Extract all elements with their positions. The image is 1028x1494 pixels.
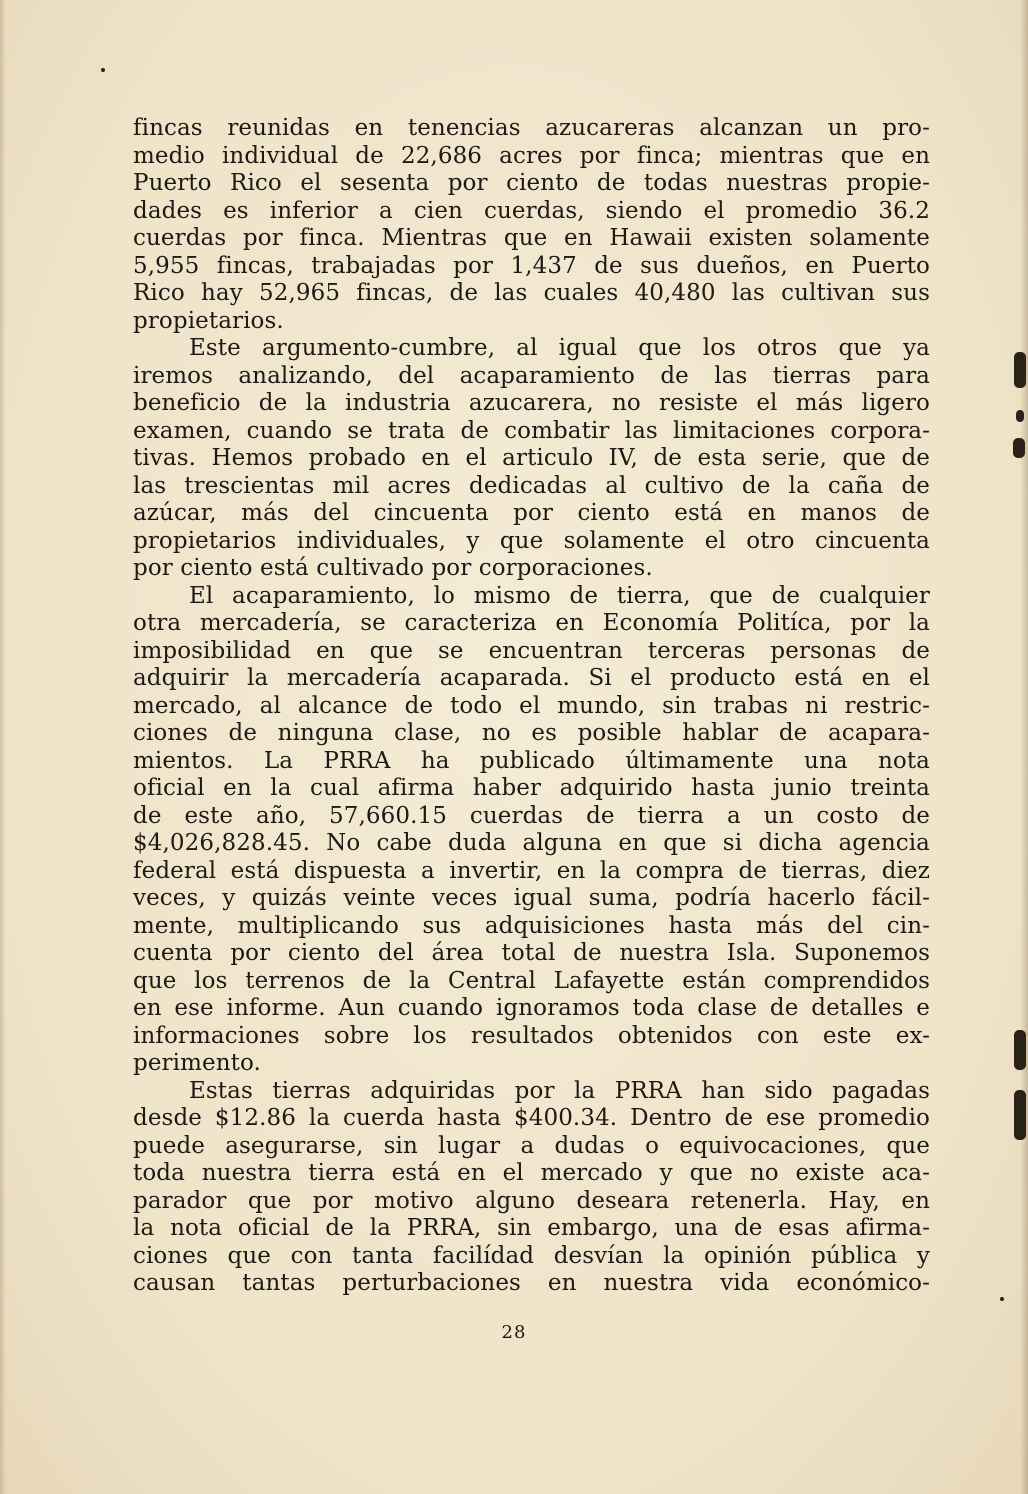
text-line: Rico hay 52,965 fincas, de las cuales 40,480 las cultivan sus [133, 280, 930, 306]
text-line: cuenta por ciento del área total de nuestra Isla. Suponemos [133, 940, 930, 966]
text-line: beneficio de la industria azucarera, no resiste el más ligero [133, 390, 930, 416]
text-line: $4,026,828.45. No cabe duda alguna en que si dicha agencia [133, 830, 930, 856]
text-line: 5,955 fincas, trabajadas por 1,437 de sus dueños, en Puerto [133, 252, 930, 279]
text-line: en ese informe. Aun cuando ignoramos toda clase de detalles e [133, 995, 930, 1021]
text-line: propietarios. [133, 307, 284, 334]
page-number: 28 [501, 1322, 527, 1343]
text-line: adquirir la mercadería acaparada. Si el producto está en el [133, 665, 930, 691]
text-line: propietarios individuales, y que solamente el otro cincuenta [133, 527, 930, 554]
text-line: mercado, al alcance de todo el mundo, sin trabas ni restric- [133, 692, 930, 719]
text-line: mente, multiplicando sus adquisiciones hasta más del cin- [133, 912, 930, 939]
body-text [133, 115, 930, 1298]
text-line: toda nuestra tierra está en el mercado y que no existe aca- [133, 1160, 930, 1186]
text-line: informaciones sobre los resultados obtenidos con este ex- [133, 1022, 930, 1049]
text-line: causan tantas perturbaciones en nuestra vida económico- [133, 1270, 930, 1296]
text-line: de este año, 57,660.15 cuerdas de tierra a un costo de [133, 802, 930, 829]
binding-mark [1016, 410, 1024, 422]
paragraph-first-line: Este argumento-cumbre, al igual que los otros que ya [189, 335, 930, 361]
binding-mark [1014, 1030, 1026, 1070]
binding-mark [1013, 438, 1025, 458]
paragraph-first-line: El acaparamiento, lo mismo de tierra, que de cualquier [189, 582, 930, 609]
left-page-shadow [0, 0, 6, 1494]
text-line: mientos. La PRRA ha publicado últimamente una nota [133, 747, 930, 774]
text-line: examen, cuando se trata de combatir las limitaciones corpora- [133, 417, 930, 444]
binding-mark [1014, 352, 1026, 388]
text-line: ciones de ninguna clase, no es posible hablar de acapara- [133, 720, 930, 746]
text-line: federal está dispuesta a invertir, en la compra de tierras, diez [133, 857, 930, 884]
text-line: imposibilidad en que se encuentran terceras personas de [133, 637, 930, 664]
text-line: ciones que con tanta facilídad desvían la opinión pública y [133, 1242, 930, 1269]
text-line: que los terrenos de la Central Lafayette están comprendidos [133, 967, 930, 994]
text-line: dades es inferior a cien cuerdas, siendo el promedio 36.2 [133, 197, 930, 224]
ink-speck [101, 68, 105, 72]
text-line: otra mercadería, se caracteriza en Economía Politíca, por la [133, 610, 930, 636]
text-line: la nota oficial de la PRRA, sin embargo, una de esas afirma- [133, 1215, 930, 1241]
binding-mark [1014, 1090, 1026, 1140]
ink-speck [1000, 1297, 1004, 1301]
text-line: perimento. [133, 1050, 261, 1076]
paragraph-first-line: Estas tierras adquiridas por la PRRA han sido pagadas [189, 1077, 930, 1104]
right-page-shadow [1020, 0, 1028, 1494]
text-line: fincas reunidas en tenencias azucareras alcanzan un pro- [133, 115, 930, 141]
text-line: las trescientas mil acres dedicadas al cultivo de la caña de [133, 472, 930, 499]
text-line: veces, y quizás veinte veces igual suma, podría hacerlo fácil- [133, 885, 930, 911]
text-line: cuerdas por finca. Mientras que en Hawaii existen solamente [133, 225, 930, 251]
text-line: oficial en la cual afirma haber adquirido hasta junio treinta [133, 775, 930, 801]
text-line: desde $12.86 la cuerda hasta $400.34. Dentro de ese promedio [133, 1105, 930, 1131]
text-line: iremos analizando, del acaparamiento de las tierras para [133, 362, 930, 389]
text-line: parador que por motivo alguno deseara retenerla. Hay, en [133, 1187, 930, 1214]
text-line: por ciento está cultivado por corporaciones. [133, 555, 653, 581]
text-line: medio individual de 22,686 acres por finca; mientras que en [133, 142, 930, 169]
text-line: Puerto Rico el sesenta por ciento de todas nuestras propie- [133, 170, 930, 196]
text-line: azúcar, más del cincuenta por ciento está en manos de [133, 500, 930, 526]
text-line: tivas. Hemos probado en el articulo IV, de esta serie, que de [133, 445, 930, 471]
text-line: puede asegurarse, sin lugar a dudas o equivocaciones, que [133, 1132, 930, 1159]
